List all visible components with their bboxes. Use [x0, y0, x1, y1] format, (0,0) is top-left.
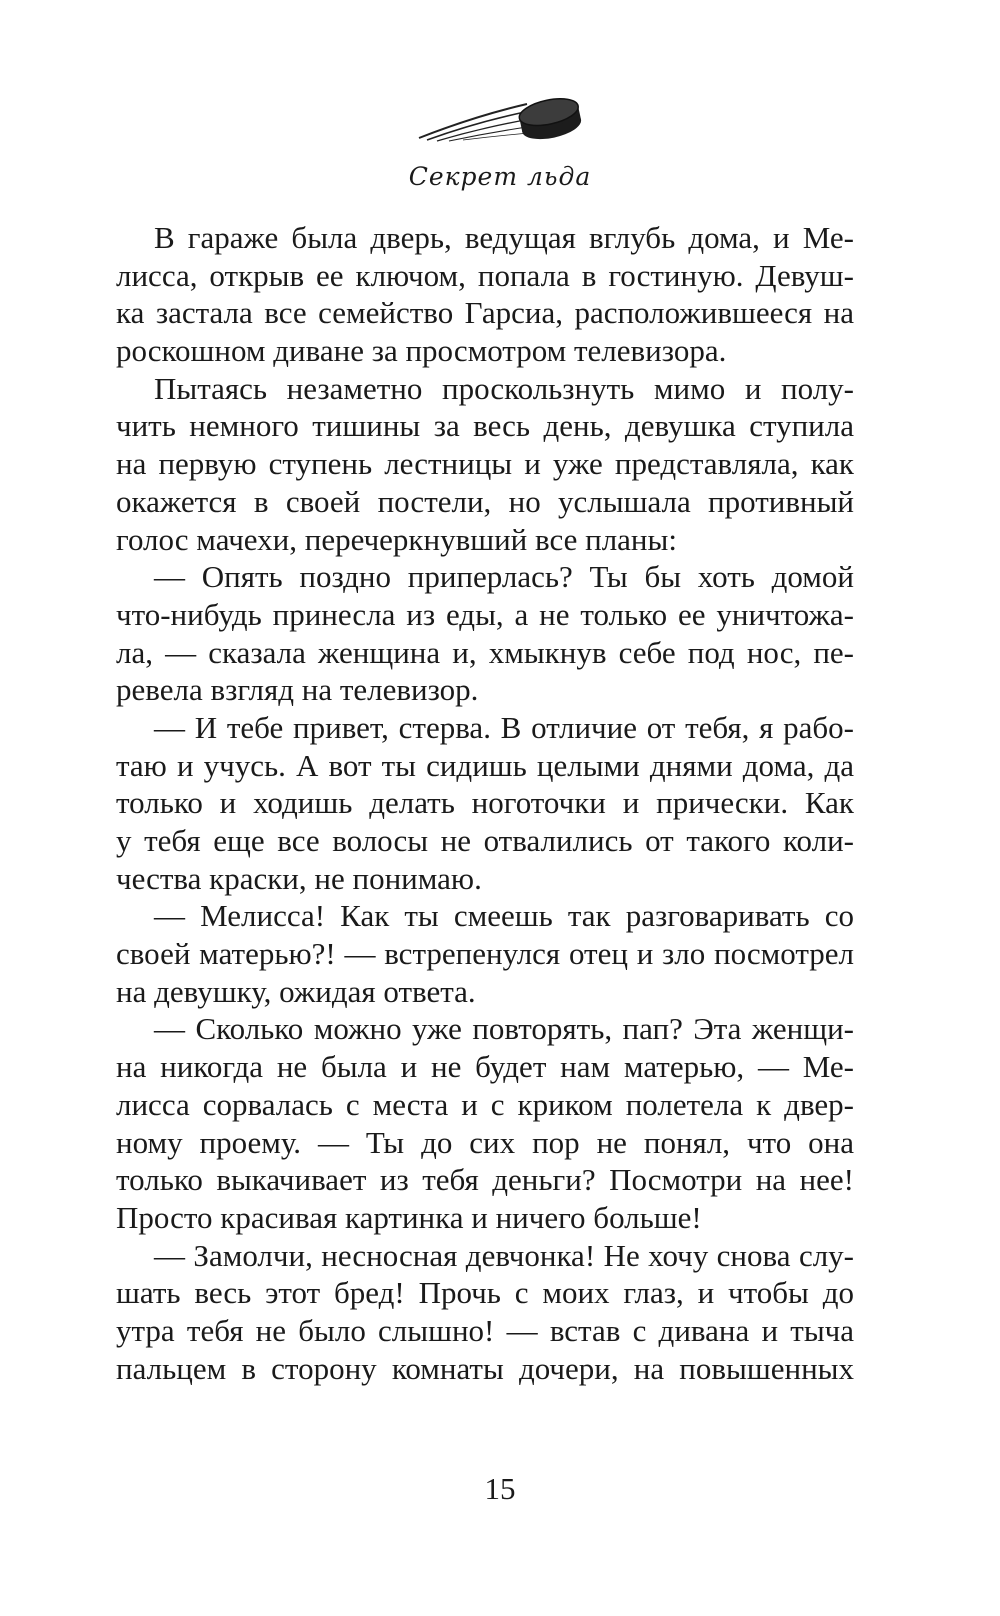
text-line: лисса сорвалась с места и с криком полетела к двер- [116, 1086, 854, 1122]
text-line: В гараже была дверь, ведущая вглубь дома, и Ме- [154, 220, 854, 255]
page-number: 15 [484, 1471, 516, 1506]
text-line: на девушку, ожидая ответа. [116, 973, 476, 1009]
text-line: — И тебе привет, стерва. В отличие от тебя, я рабо- [154, 709, 854, 745]
text-line: лисса, открыв ее ключом, попала в гостиную. Девуш- [116, 257, 854, 293]
text-line: только выкачивает из тебя деньги? Посмотри на нее! [116, 1162, 854, 1198]
text-line: голос мачехи, перечеркнувший все планы: [116, 521, 677, 557]
text-line: — Замолчи, несносная девчонка! Не хочу снова слу- [154, 1237, 854, 1273]
text-line: — Мелисса! Как ты смеешь так разговаривать со [154, 898, 854, 934]
text-line: пальцем в сторону комнаты дочери, на повышенных [116, 1350, 854, 1386]
text-line: утра тебя не было слышно! — встав с дивана и тыча [116, 1312, 854, 1348]
text-line: — Опять поздно приперлась? Ты бы хоть домой [154, 559, 854, 595]
text-line: что-нибудь принесла из еды, а не только ее уничтожа- [116, 596, 854, 632]
text-line: Пытаясь незаметно проскользнуть мимо и полу- [154, 370, 854, 406]
body-text [116, 219, 854, 1387]
running-title: Секрет льда [408, 162, 592, 191]
text-line: ка застала все семейство Гарсиа, расположившееся на [116, 295, 854, 331]
text-line: — Сколько можно уже повторять, пап? Эта женщи- [154, 1011, 854, 1047]
text-line: на первую ступень лестницы и уже представляла, как [116, 446, 854, 482]
text-line: окажется в своей постели, но услышала противный [116, 483, 854, 519]
text-line: только и ходишь делать ноготочки и прически. Как [116, 785, 854, 821]
text-line: у тебя еще все волосы не отвалились от такого коли- [116, 823, 854, 858]
text-line: ревела взгляд на телевизор. [116, 672, 479, 708]
text-line: ному проему. — Ты до сих пор не понял, что она [116, 1124, 854, 1160]
text-line: Просто красивая картинка и ничего больше! [116, 1199, 702, 1235]
text-line: чить немного тишины за весь день, девушка ступила [116, 408, 854, 444]
hockey-puck-icon [415, 82, 585, 152]
text-line: шать весь этот бред! Прочь с моих глаз, и чтобы до [116, 1275, 854, 1311]
text-line: ла, — сказала женщина и, хмыкнув себе под нос, пе- [116, 634, 854, 670]
text-line: чества краски, не понимаю. [116, 860, 482, 896]
text-line: на никогда не была и не будет нам матерью, — Ме- [116, 1049, 854, 1085]
page-header [0, 82, 1000, 191]
text-line: роскошном диване за просмотром телевизора. [116, 333, 727, 369]
text-line: таю и учусь. А вот ты сидишь целыми днями дома, да [116, 747, 854, 783]
text-line: своей матерью?! — встрепенулся отец и зло посмотрел [116, 936, 854, 972]
